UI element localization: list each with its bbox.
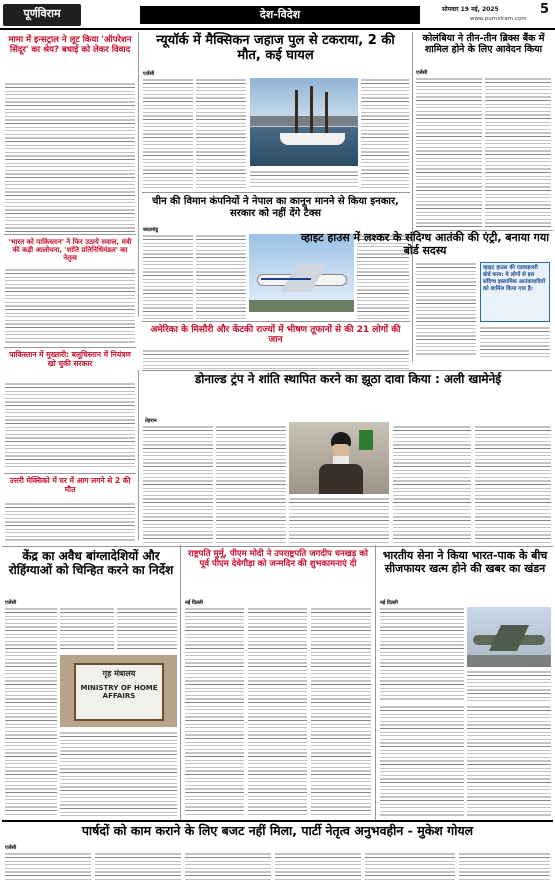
divider	[4, 234, 136, 235]
body-text	[289, 497, 389, 543]
body-text	[365, 852, 455, 880]
body-text	[380, 705, 464, 817]
body-text	[467, 705, 551, 817]
divider	[142, 192, 410, 193]
left-headline-3: पाकिस्तान में मुख्तारी: बलूचिस्तान में नियंत्रण खो चुकी सरकार	[9, 350, 131, 368]
body-text	[5, 268, 135, 343]
body-text	[5, 607, 57, 817]
trump-headline: डोनाल्ड ट्रंप ने शांति स्थापित करने का झूठा दावा किया : अली खामेनेई	[194, 372, 502, 386]
section-title: देश-विदेश	[259, 8, 301, 21]
sign-hindi-text: गृह मंत्रालय	[102, 669, 136, 678]
col-rule	[138, 370, 139, 540]
divider	[4, 347, 136, 348]
byline: काठमांडू	[143, 227, 159, 233]
body-text	[416, 77, 482, 227]
quote-text: व्हाइट हाउस की एडवाइजरी बोर्ड काम: ये लोगों से इस संदिग्ध इस्लामिक आतंकवादियों को शामिल किया गया है।	[483, 265, 546, 292]
byline: एजेंसी	[143, 71, 155, 77]
website: www.purnviram.com	[470, 16, 527, 22]
sign-english-text: MINISTRY OF HOME AFFAIRS	[80, 684, 158, 701]
body-text	[117, 607, 177, 652]
body-text	[143, 234, 193, 319]
right-top-headline: कोलंबिया ने तीन-तीन ब्रिक्स बैंक में शामिल होने के लिए आवेदन किया	[422, 33, 545, 55]
body-text	[250, 170, 358, 188]
body-text	[143, 425, 213, 543]
bottom-mid-headline: राष्ट्रपति मुर्मू, पीएम मोदी ने उपराष्ट्रपति जगदीप धनखड़ को पूर्व पीएम देवेगौड़ा को जन्मदिन की शुभकामनाएं दी	[188, 549, 368, 569]
col-rule	[138, 32, 139, 317]
body-text	[380, 607, 464, 702]
body-text	[361, 78, 409, 188]
byline: एजेंसी	[5, 845, 17, 851]
col-rule	[180, 545, 181, 820]
col-rule	[412, 32, 413, 362]
col-rule	[375, 545, 376, 820]
left-headline-4: उत्तरी मेक्सिको में घर में आग लगने से 2 की मौत	[9, 476, 131, 494]
center-top-headline: न्यूयॉर्क में मैक्सिकन जहाज पुल से टकराया, 2 की मौत, कई घायल	[156, 33, 395, 63]
body-text	[143, 78, 193, 188]
center-mid-headline: चीन की विमान कंपनियों ने नेपाल का कानून मानने से किया इनकार, सरकार को नहीं देंगे टैक्स	[152, 196, 399, 219]
body-text	[143, 349, 409, 369]
divider	[2, 820, 553, 822]
divider	[142, 370, 552, 371]
body-text	[275, 852, 361, 880]
body-text	[311, 607, 371, 817]
body-text	[5, 382, 135, 470]
body-text	[185, 607, 244, 817]
left-headline-2: 'भारत को पाकिस्तान' ने फिर उठाये सवाल, मंत्री की कड़ी आलोचना, 'शांति प्रतिनिधिमंडल' का नेतृत्व	[8, 238, 132, 263]
divider	[142, 321, 410, 322]
body-text	[475, 425, 551, 543]
body-text	[480, 326, 550, 358]
byline: नई दिल्ली	[380, 600, 398, 606]
center-small-headline: अमेरिका के मिसौरी और केंटकी राज्यों में भीषण तूफानों से की 21 लोगों की जान	[150, 325, 401, 346]
right-mid-headline: व्हाइट हाउस में लश्कर के संदिग्ध आतंकी की एंट्री, बनाया गया बोर्ड सदस्य	[300, 231, 550, 257]
khamenei-photo	[289, 422, 389, 494]
left-headline-1: मामा में इन्सट्राल ने लूट किया 'ऑपरेशन सिंदूर' का श्रेय? बधाई को लेकर विवाद	[8, 35, 132, 55]
byline: एजेंसी	[5, 600, 17, 606]
divider	[2, 546, 553, 547]
ship-bridge-photo	[250, 78, 358, 166]
masthead	[0, 0, 555, 30]
page-number: 5	[540, 2, 550, 17]
body-text	[5, 502, 135, 542]
body-text	[5, 82, 135, 232]
footer-headline: पार्षदों को काम कराने के लिए बजट नहीं मिला, पार्टी नेतृत्व अनुभवहीन - मुकेश गोयल	[81, 823, 474, 838]
body-text	[467, 670, 551, 702]
body-text	[95, 852, 181, 880]
aircraft-photo	[467, 607, 551, 667]
body-text	[248, 607, 307, 817]
divider	[4, 473, 136, 474]
body-text	[459, 852, 550, 880]
body-text	[185, 852, 271, 880]
brand-name: पूर्णविराम	[23, 7, 61, 20]
date-line: सोमवार 19 मई, 2025	[442, 6, 499, 13]
bottom-left-headline: केंद्र का अवैध बांग्लादेशियों और रोहिंग्याओं को चिन्हित करने का निर्देश	[8, 549, 174, 577]
body-text	[485, 77, 551, 227]
body-text	[196, 234, 246, 319]
body-text	[60, 607, 114, 652]
body-text	[196, 78, 246, 188]
byline: तेहरान	[145, 418, 157, 424]
byline: एजेंसी	[416, 70, 428, 76]
byline: नई दिल्ली	[185, 600, 203, 606]
body-text	[416, 262, 476, 357]
body-text	[216, 425, 286, 543]
bottom-right-headline: भारतीय सेना ने किया भारत-पाक के बीच सीजफायर खत्म होने की खबर का खंडन	[382, 549, 548, 575]
body-text	[60, 731, 177, 817]
body-text	[393, 425, 471, 543]
masthead-rule	[0, 28, 555, 30]
body-text	[5, 852, 91, 880]
